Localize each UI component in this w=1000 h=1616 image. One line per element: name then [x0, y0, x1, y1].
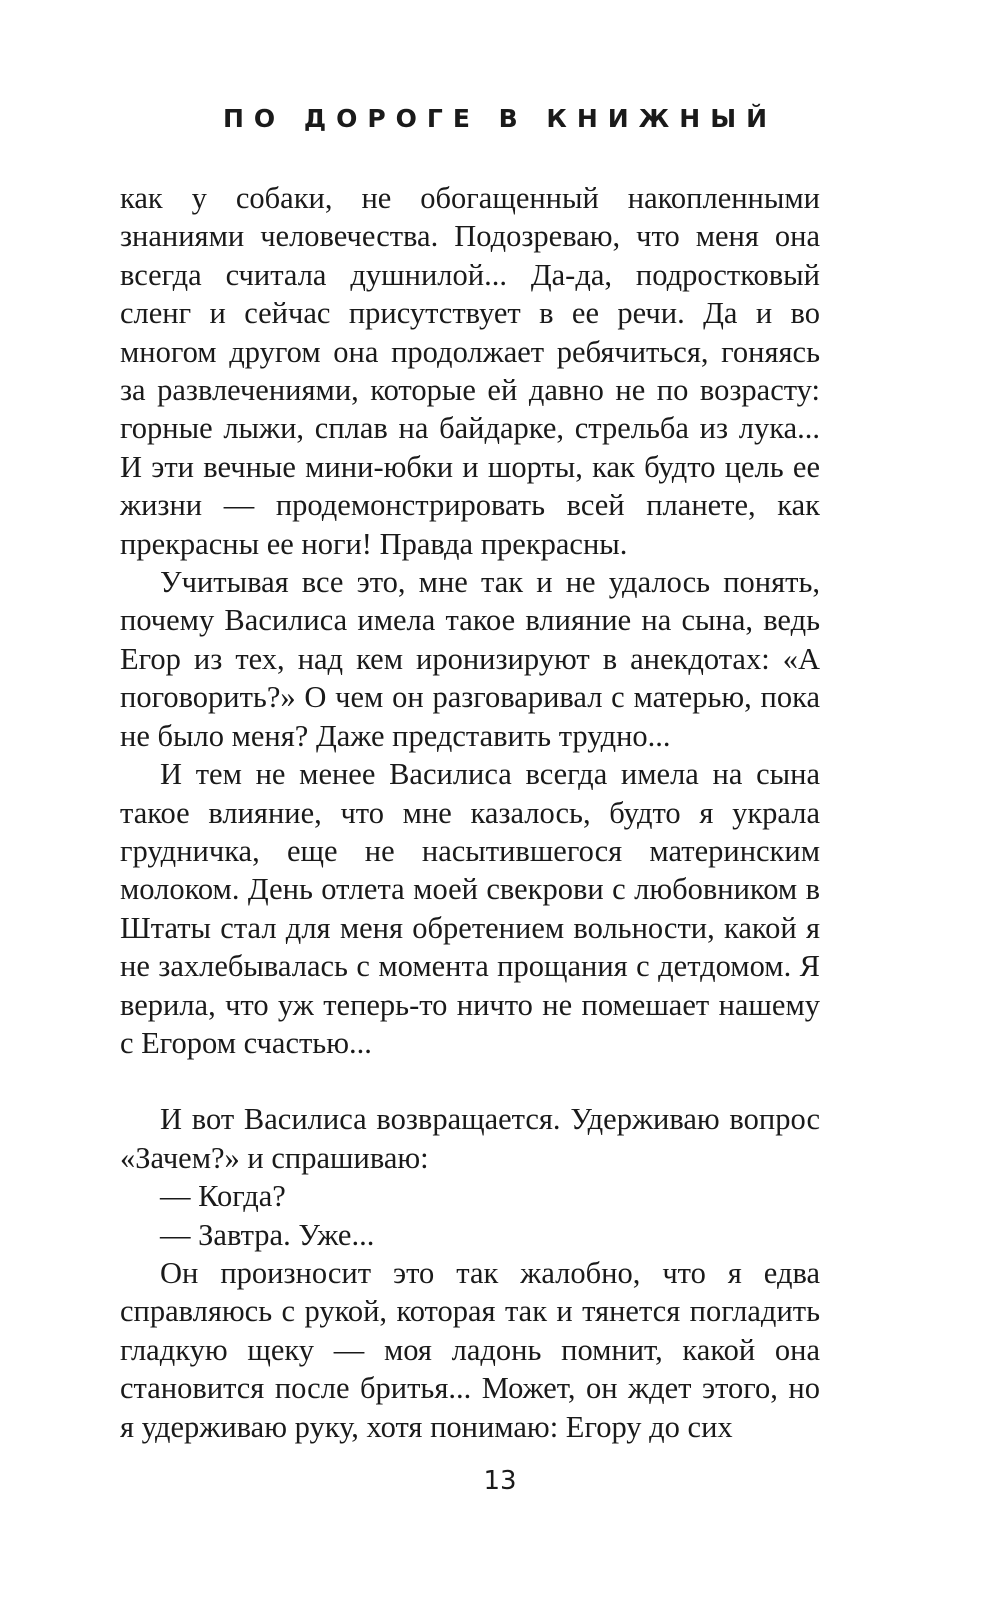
- paragraph-continuation: как у собаки, не обогащенный накопленными знаниями человечества. Подозреваю, что меня она всегда считала душнилой... Да-да, подростковый сленг и сейчас присутствует в ее речи. Да и во многом другом она продолжает ребячиться, гоняясь за развлечениями, которые ей давно не по возрасту: горные лыжи, сплав на байдарке, стрельба из лука... И эти вечные мини-юбки и шорты, как будто цель ее жизни — продемонстрировать всей планете, как прекрасны ее ноги! Правда прекрасны.: [120, 181, 820, 561]
- paragraph: Он произносит это так жалобно, что я едва справляюсь с рукой, которая так и тянется погладить гладкую щеку — моя ладонь помнит, какой она становится после бритья... Может, он ждет этого, но я удерживаю руку, хотя понимаю: Егору до сих: [120, 1255, 820, 1444]
- paragraph: И тем не менее Василиса всегда имела на сына такое влияние, что мне казалось, будто я украла грудничка, еще не насытившегося материнским молоком. День отлета моей свекрови с любовником в Штаты стал для меня обретением вольности, какой я не захлебывалась с момента прощания с детдомом. Я верила, что уж теперь-то ничто не помешает нашему с Егором счастью...: [120, 757, 820, 1060]
- body-text: [120, 179, 820, 1446]
- paragraph: И вот Василиса возвращается. Удерживаю вопрос «Зачем?» и спрашиваю:: [120, 1102, 820, 1175]
- paragraph: Учитывая все это, мне так и не удалось понять, почему Василиса имела такое влияние на сына, ведь Егор из тех, над кем иронизируют в анекдотах: «А поговорить?» О чем он разговаривал с матерью, пока не было меня? Даже представить трудно...: [120, 565, 820, 753]
- running-head: ПО ДОРОГЕ В КНИЖНЫЙ: [222, 104, 778, 133]
- page-number: 13: [483, 1466, 517, 1496]
- dialogue-line: — Завтра. Уже...: [160, 1217, 375, 1252]
- dialogue-line: — Когда?: [160, 1179, 286, 1214]
